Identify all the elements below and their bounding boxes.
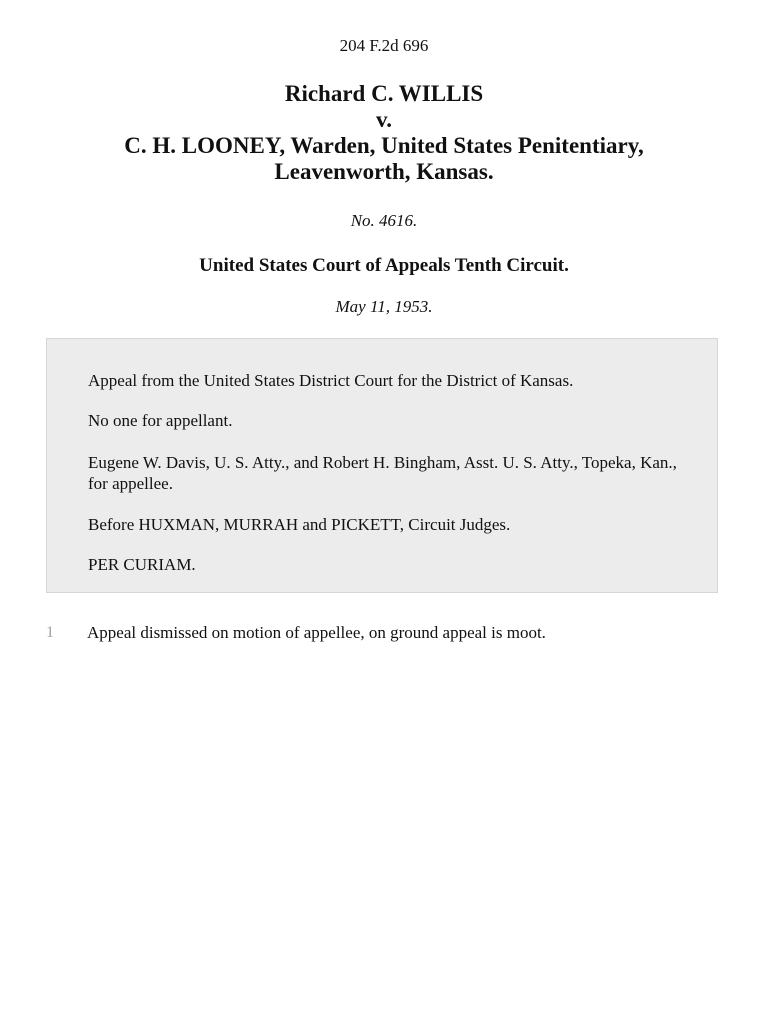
- paragraph-number: 1: [46, 624, 54, 641]
- case-title: [0, 81, 768, 185]
- case-summary-box: [46, 338, 718, 593]
- appellee-name-line1: C. H. LOONEY, Warden, United States Penitentiary,: [124, 133, 644, 158]
- court-name: United States Court of Appeals Tenth Circuit.: [199, 255, 569, 276]
- decision-date: May 11, 1953.: [335, 297, 433, 316]
- paragraph-text: Appeal dismissed on motion of appellee, on ground appeal is moot.: [87, 623, 546, 642]
- case-citation: 204 F.2d 696: [339, 36, 429, 55]
- appeal-from-text: Appeal from the United States District Court for the District of Kansas.: [88, 371, 574, 390]
- judges-text: Before HUXMAN, MURRAH and PICKETT, Circuit Judges.: [88, 515, 511, 534]
- versus-label: v.: [376, 107, 392, 132]
- appellant-name: Richard C. WILLIS: [284, 81, 484, 106]
- docket-number: No. 4616.: [350, 211, 418, 230]
- appellee-name-line2: Leavenworth, Kansas.: [274, 159, 494, 184]
- per-curiam-label: PER CURIAM.: [88, 555, 196, 574]
- appellee-counsel-text: Eugene W. Davis, U. S. Atty., and Robert H. Bingham, Asst. U. S. Atty., Topeka, Kan., for appellee.: [88, 453, 677, 493]
- appellant-counsel-text: No one for appellant.: [88, 411, 233, 430]
